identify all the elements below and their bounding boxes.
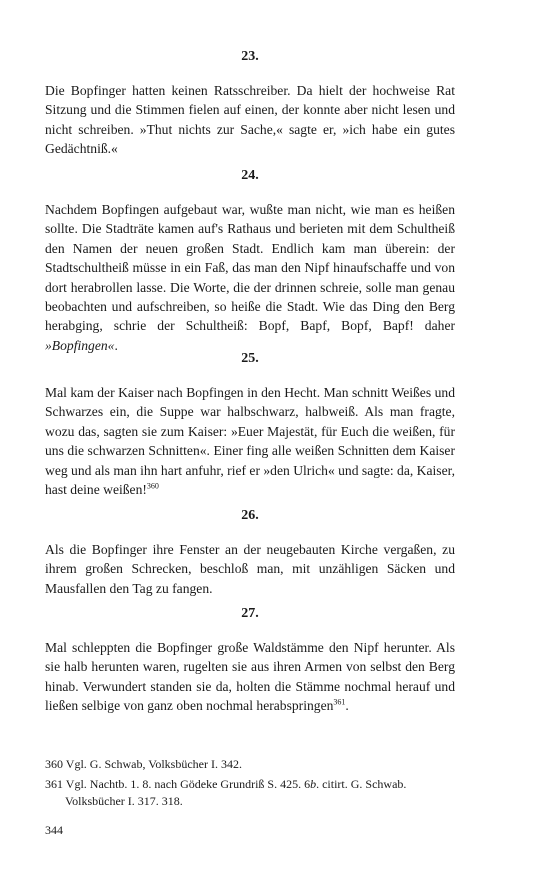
section-number: 24. <box>241 168 259 183</box>
section-text-main: Mal schleppten die Bopfinger große Waldstämme den Nipf herunter. Als sie halb herunten waren, rugelten sie aus ihren Armen von selbst den Berg hinab. Verwundert standen sie da, holten die Stämme nochmal herauf und ließen selbige von ganz oben nochmal herabspringen <box>45 640 455 714</box>
section-text-main: Nachdem Bopfingen aufgebaut war, wußte man nicht, wie man es heißen sollte. Die Stadträte kamen auf's Rathaus und berieten mit dem Schultheiß den Namen der neuen großen Stadt. Endlich kam man überein: der Stadtschultheiß müsse in ein Faß, das man den Nipf hinaufschaffe und von dort herabrollen lasse. Die Worte, die der drinnen schreie, solle man genau beobachten und aufschreiben, so heiße die Stadt. Wie das Ding den Berg herabging, schrie der Schultheiß: Bopf, Bapf, Bopf, Bapf! daher <box>45 202 455 334</box>
footnote-361 <box>45 776 460 810</box>
section-number: 25. <box>241 351 259 366</box>
section-26 <box>45 506 455 598</box>
section-text-end: . <box>345 698 349 714</box>
section-24 <box>45 166 455 355</box>
section-number: 23. <box>241 49 259 64</box>
footnotes <box>45 756 460 813</box>
section-text <box>45 200 455 355</box>
section-text: Als die Bopfinger ihre Fenster an der neugebauten Kirche vergaßen, zu ihrem großen Schrecken, beschloß man, mit unzähligen Säcken und Mausfallen den Tag zu fangen. <box>45 542 455 596</box>
section-23 <box>45 47 455 159</box>
section-27 <box>45 604 455 716</box>
town-name-emphasis: »Bopfingen« <box>45 337 115 353</box>
section-number: 27. <box>241 606 259 621</box>
footnote-ref-360[interactable]: 360 <box>146 481 159 491</box>
section-text-main: Mal kam der Kaiser nach Bopfingen in den Hecht. Man schnitt Weißes und Schwarzes ein, die Suppe war halbschwarz, halbweiß. Als man fragte, wozu das, sagten sie zum Kaiser: »Euer Majestät, für Euch die weißen, für uns die schwarzen Schnitten«. Einer fing alle weißen Schnitten dem Kaiser weg und als man ihn hart anfuhr, rief er »den Ulrich« und sagte: da, Kaiser, hast deine weißen! <box>45 385 455 498</box>
section-25 <box>45 349 455 499</box>
footnote-text-end: . citirt. G. Schwab. Volksbücher I. 317. 318. <box>65 777 407 808</box>
section-text <box>45 638 455 716</box>
footnote-ref-361[interactable]: 361 <box>333 697 346 707</box>
footnote-italic-letter: b <box>310 777 317 791</box>
footnote-360: 360 Vgl. G. Schwab, Volksbücher I. 342. <box>45 757 242 771</box>
page-number: 344 <box>45 823 63 837</box>
footnote-text-main: 361 Vgl. Nachtb. 1. 8. nach Gödeke Grundriß S. 425. 6 <box>45 777 311 791</box>
section-text: Die Bopfinger hatten keinen Ratsschreiber. Da hielt der hochweise Rat Sitzung und die Stimmen fielen auf einen, der konnte aber nicht lesen und nicht schreiben. »Thut nichts zur Sache,« sagte er, »ich habe ein gutes Gedächtniß.« <box>45 83 455 157</box>
section-text <box>45 383 455 499</box>
section-text-end: . <box>114 337 118 353</box>
section-number: 26. <box>241 508 259 523</box>
